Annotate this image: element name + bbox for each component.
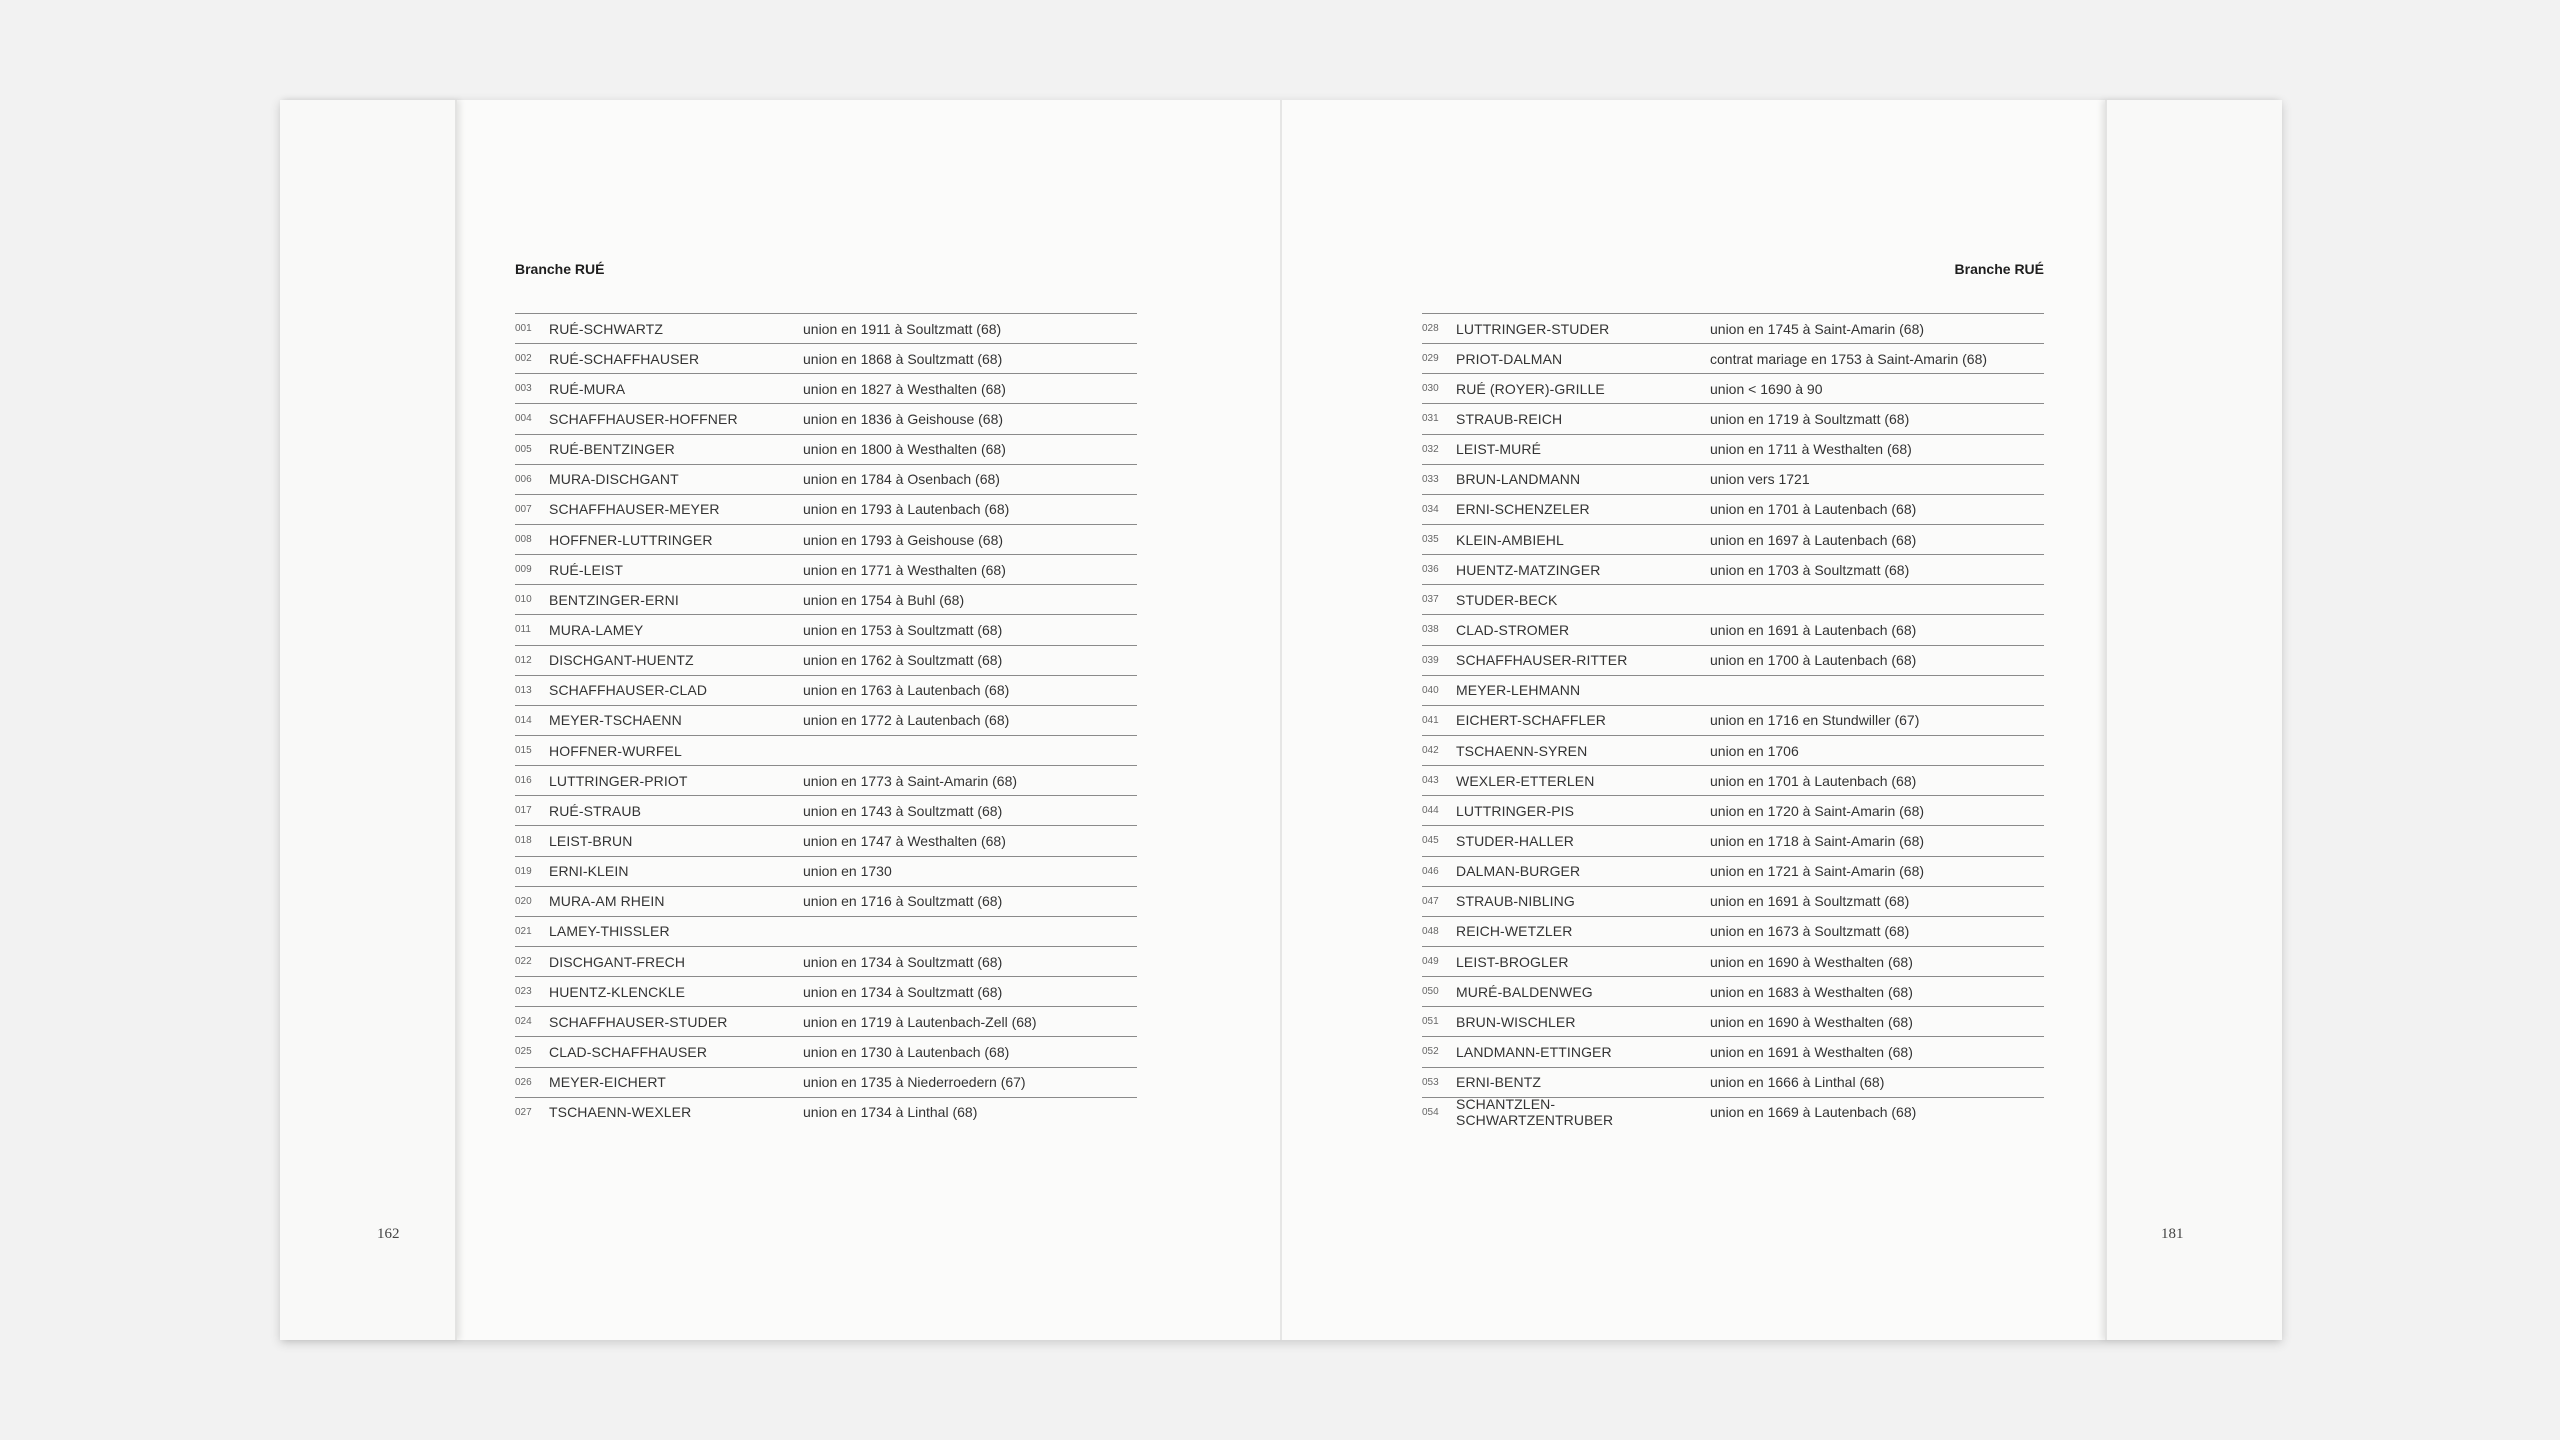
row-number: 001 — [515, 323, 532, 335]
table-row — [515, 554, 1137, 584]
table-row — [1422, 373, 2044, 403]
union-info: union en 1793 à Lautenbach (68) — [803, 501, 1010, 518]
row-number: 051 — [1422, 1016, 1439, 1028]
union-info: union en 1753 à Soultzmatt (68) — [803, 621, 1003, 638]
row-number: 013 — [515, 684, 532, 696]
row-number: 050 — [1422, 986, 1439, 998]
couple-name: LANDMANN-ETTINGER — [1456, 1043, 1612, 1060]
right-page-title: Branche RUÉ — [1954, 261, 2044, 277]
row-number: 044 — [1422, 805, 1439, 817]
row-number: 021 — [515, 925, 532, 937]
union-info: union en 1868 à Soultzmatt (68) — [803, 350, 1003, 367]
table-row — [1422, 735, 2044, 765]
couple-name: RUÉ-BENTZINGER — [549, 441, 675, 458]
row-number: 024 — [515, 1016, 532, 1028]
table-row — [515, 765, 1137, 795]
row-number: 016 — [515, 775, 532, 787]
row-number: 019 — [515, 865, 532, 877]
row-number: 053 — [1422, 1076, 1439, 1088]
couple-name: HOFFNER-LUTTRINGER — [549, 531, 713, 548]
row-number: 003 — [515, 383, 532, 395]
table-row — [1422, 584, 2044, 614]
union-info: union en 1666 à Linthal (68) — [1710, 1074, 1885, 1091]
row-number: 038 — [1422, 624, 1439, 636]
couple-name: RUÉ-SCHAFFHAUSER — [549, 350, 700, 367]
left-page-folio: 162 — [377, 1226, 400, 1242]
right-page-folio: 181 — [2161, 1226, 2184, 1242]
union-info: union en 1730 à Lautenbach (68) — [803, 1043, 1010, 1060]
union-info: union en 1911 à Soultzmatt (68) — [803, 320, 1002, 337]
couple-name: DISCHGANT-HUENTZ — [549, 652, 694, 669]
couple-name: RUÉ-MURA — [549, 380, 626, 397]
row-number: 026 — [515, 1076, 532, 1088]
table-row — [515, 524, 1137, 554]
row-number: 042 — [1422, 745, 1439, 757]
couple-name: STUDER-BECK — [1456, 591, 1558, 608]
row-number: 007 — [515, 503, 532, 515]
union-info: union en 1691 à Westhalten (68) — [1710, 1043, 1913, 1060]
table-row — [515, 825, 1137, 855]
union-info: union en 1762 à Soultzmatt (68) — [803, 652, 1003, 669]
couple-name: MEYER-EICHERT — [549, 1074, 666, 1091]
table-row — [1422, 1097, 2044, 1127]
union-info: union en 1691 à Lautenbach (68) — [1710, 621, 1917, 638]
union-info: union en 1735 à Niederroedern (67) — [803, 1074, 1026, 1091]
table-row — [1422, 464, 2044, 494]
union-info: union en 1690 à Westhalten (68) — [1710, 1013, 1913, 1030]
table-row — [515, 343, 1137, 373]
row-number: 031 — [1422, 413, 1439, 425]
table-row — [1422, 795, 2044, 825]
union-info: union en 1716 à Soultzmatt (68) — [803, 893, 1003, 910]
union-info: union en 1754 à Buhl (68) — [803, 591, 965, 608]
union-info: union en 1827 à Westhalten (68) — [803, 380, 1006, 397]
left-page-table — [515, 313, 1137, 1127]
couple-name: STRAUB-NIBLING — [1456, 893, 1575, 910]
table-row — [1422, 705, 2044, 735]
couple-name: STUDER-HALLER — [1456, 832, 1574, 849]
couple-name: LUTTRINGER-PIS — [1456, 802, 1575, 819]
union-info: union en 1697 à Lautenbach (68) — [1710, 531, 1917, 548]
union-info: union en 1734 à Linthal (68) — [803, 1104, 978, 1121]
couple-name: KLEIN-AMBIEHL — [1456, 531, 1564, 548]
row-number: 020 — [515, 895, 532, 907]
book-gutter — [1280, 100, 1282, 1340]
table-row — [515, 795, 1137, 825]
union-info: union en 1719 à Soultzmatt (68) — [1710, 410, 1910, 427]
couple-name: LUTTRINGER-STUDER — [1456, 320, 1610, 337]
table-row — [515, 735, 1137, 765]
row-number: 041 — [1422, 714, 1439, 726]
union-info: union en 1683 à Westhalten (68) — [1710, 983, 1913, 1000]
table-row — [515, 313, 1137, 343]
couple-name: WEXLER-ETTERLEN — [1456, 772, 1595, 789]
row-number: 034 — [1422, 503, 1439, 515]
table-row — [1422, 675, 2044, 705]
union-info: union en 1706 — [1710, 742, 1799, 759]
union-info: union en 1784 à Osenbach (68) — [803, 471, 1000, 488]
table-row — [515, 705, 1137, 735]
union-info: union en 1669 à Lautenbach (68) — [1710, 1104, 1917, 1121]
couple-name: RUÉ (ROYER)-GRILLE — [1456, 380, 1605, 397]
left-page-title: Branche RUÉ — [515, 261, 605, 277]
couple-name: HUENTZ-MATZINGER — [1456, 561, 1601, 578]
union-info: union en 1673 à Soultzmatt (68) — [1710, 923, 1910, 940]
table-row — [515, 1006, 1137, 1036]
row-number: 054 — [1422, 1106, 1439, 1118]
row-number: 035 — [1422, 534, 1439, 546]
couple-name: SCHAFFHAUSER-MEYER — [549, 501, 720, 518]
table-row — [1422, 343, 2044, 373]
row-number: 018 — [515, 835, 532, 847]
couple-name: MURA-AM RHEIN — [549, 893, 665, 910]
union-info: union en 1743 à Soultzmatt (68) — [803, 802, 1003, 819]
couple-name: TSCHAENN-WEXLER — [549, 1104, 692, 1121]
union-info: union en 1701 à Lautenbach (68) — [1710, 772, 1917, 789]
right-page-table — [1422, 313, 2044, 1127]
table-row — [515, 403, 1137, 433]
table-row — [515, 373, 1137, 403]
union-info: union < 1690 à 90 — [1710, 380, 1823, 397]
table-row — [515, 916, 1137, 946]
couple-name: SCHAFFHAUSER-STUDER — [549, 1013, 728, 1030]
couple-name: STRAUB-REICH — [1456, 410, 1563, 427]
row-number: 025 — [515, 1046, 532, 1058]
table-row — [515, 946, 1137, 976]
couple-name: CLAD-SCHAFFHAUSER — [549, 1043, 708, 1060]
row-number: 004 — [515, 413, 532, 425]
table-row — [515, 614, 1137, 644]
union-info: contrat mariage en 1753 à Saint-Amarin (68) — [1710, 350, 1988, 367]
row-number: 027 — [515, 1106, 532, 1118]
row-number: 040 — [1422, 684, 1439, 696]
couple-name: MEYER-TSCHAENN — [549, 712, 682, 729]
table-row — [515, 856, 1137, 886]
couple-name: RUÉ-STRAUB — [549, 802, 642, 819]
couple-name: HUENTZ-KLENCKLE — [549, 983, 686, 1000]
row-number: 036 — [1422, 564, 1439, 576]
couple-name: ERNI-KLEIN — [549, 863, 629, 880]
couple-name: SCHANTZLEN-SCHWARTZENTRUBER — [1456, 1096, 1614, 1129]
union-info: union en 1711 à Westhalten (68) — [1710, 441, 1912, 458]
row-number: 047 — [1422, 895, 1439, 907]
couple-name: EICHERT-SCHAFFLER — [1456, 712, 1607, 729]
table-row — [515, 645, 1137, 675]
couple-name: BRUN-LANDMANN — [1456, 471, 1581, 488]
union-info: union en 1773 à Saint-Amarin (68) — [803, 772, 1018, 789]
row-number: 033 — [1422, 473, 1439, 485]
couple-name: SCHAFFHAUSER-HOFFNER — [549, 410, 738, 427]
couple-name: MEYER-LEHMANN — [1456, 682, 1581, 699]
table-row — [1422, 1036, 2044, 1066]
couple-name: LAMEY-THISSLER — [549, 923, 670, 940]
couple-name: LEIST-MURÉ — [1456, 441, 1542, 458]
table-row — [515, 976, 1137, 1006]
union-info: union en 1691 à Soultzmatt (68) — [1710, 893, 1910, 910]
table-row — [1422, 856, 2044, 886]
couple-name: ERNI-BENTZ — [1456, 1074, 1541, 1091]
couple-name: RUÉ-LEIST — [549, 561, 624, 578]
row-number: 037 — [1422, 594, 1439, 606]
underlying-right-page — [2105, 100, 2282, 1340]
union-info: union en 1720 à Saint-Amarin (68) — [1710, 802, 1925, 819]
table-row — [1422, 886, 2044, 916]
table-row — [1422, 645, 2044, 675]
couple-name: SCHAFFHAUSER-RITTER — [1456, 652, 1628, 669]
table-row — [515, 464, 1137, 494]
table-row — [1422, 434, 2044, 464]
union-info: union en 1836 à Geishouse (68) — [803, 410, 1004, 427]
couple-name: REICH-WETZLER — [1456, 923, 1573, 940]
couple-name: BENTZINGER-ERNI — [549, 591, 679, 608]
table-row — [515, 494, 1137, 524]
row-number: 029 — [1422, 353, 1439, 365]
couple-name: DALMAN-BURGER — [1456, 863, 1581, 880]
couple-name: LEIST-BRUN — [549, 832, 633, 849]
union-info: union en 1730 — [803, 863, 892, 880]
table-row — [1422, 825, 2044, 855]
union-info: union en 1700 à Lautenbach (68) — [1710, 652, 1917, 669]
table-row — [515, 1067, 1137, 1097]
table-row — [515, 675, 1137, 705]
couple-name: MURA-DISCHGANT — [549, 471, 679, 488]
row-number: 049 — [1422, 956, 1439, 968]
union-info: union en 1771 à Westhalten (68) — [803, 561, 1006, 578]
table-row — [515, 1097, 1137, 1127]
union-info: union en 1716 en Stundwiller (67) — [1710, 712, 1920, 729]
couple-name: BRUN-WISCHLER — [1456, 1013, 1576, 1030]
table-row — [1422, 1067, 2044, 1097]
couple-name: TSCHAENN-SYREN — [1456, 742, 1588, 759]
row-number: 014 — [515, 714, 532, 726]
table-row — [515, 584, 1137, 614]
couple-name: RUÉ-SCHWARTZ — [549, 320, 663, 337]
union-info: union en 1793 à Geishouse (68) — [803, 531, 1004, 548]
table-row — [1422, 765, 2044, 795]
table-row — [515, 434, 1137, 464]
couple-name: SCHAFFHAUSER-CLAD — [549, 682, 708, 699]
row-number: 023 — [515, 986, 532, 998]
row-number: 012 — [515, 654, 532, 666]
union-info: union en 1690 à Westhalten (68) — [1710, 953, 1913, 970]
row-number: 010 — [515, 594, 532, 606]
couple-name: CLAD-STROMER — [1456, 621, 1570, 638]
union-info: union en 1721 à Saint-Amarin (68) — [1710, 863, 1925, 880]
table-row — [515, 886, 1137, 916]
row-number: 048 — [1422, 925, 1439, 937]
row-number: 043 — [1422, 775, 1439, 787]
union-info: union en 1701 à Lautenbach (68) — [1710, 501, 1917, 518]
table-row — [515, 1036, 1137, 1066]
table-row — [1422, 916, 2044, 946]
row-number: 008 — [515, 534, 532, 546]
union-info: union en 1772 à Lautenbach (68) — [803, 712, 1010, 729]
underlying-left-page — [280, 100, 457, 1340]
table-row — [1422, 614, 2044, 644]
table-row — [1422, 313, 2044, 343]
couple-name: DISCHGANT-FRECH — [549, 953, 686, 970]
row-number: 052 — [1422, 1046, 1439, 1058]
union-info: union vers 1721 — [1710, 471, 1810, 488]
table-row — [1422, 524, 2044, 554]
row-number: 002 — [515, 353, 532, 365]
table-row — [1422, 1006, 2044, 1036]
union-info: union en 1718 à Saint-Amarin (68) — [1710, 832, 1925, 849]
union-info: union en 1703 à Soultzmatt (68) — [1710, 561, 1910, 578]
row-number: 011 — [515, 624, 531, 636]
couple-name: PRIOT-DALMAN — [1456, 350, 1563, 367]
union-info: union en 1734 à Soultzmatt (68) — [803, 953, 1003, 970]
table-row — [1422, 494, 2044, 524]
row-number: 015 — [515, 745, 532, 757]
couple-name: HOFFNER-WURFEL — [549, 742, 682, 759]
row-number: 006 — [515, 473, 532, 485]
row-number: 028 — [1422, 323, 1439, 335]
union-info: union en 1763 à Lautenbach (68) — [803, 682, 1010, 699]
union-info: union en 1734 à Soultzmatt (68) — [803, 983, 1003, 1000]
union-info: union en 1747 à Westhalten (68) — [803, 832, 1006, 849]
couple-name: MURÉ-BALDENWEG — [1456, 983, 1593, 1000]
table-row — [1422, 976, 2044, 1006]
couple-name: MURA-LAMEY — [549, 621, 644, 638]
row-number: 005 — [515, 443, 532, 455]
union-info: union en 1719 à Lautenbach-Zell (68) — [803, 1013, 1037, 1030]
row-number: 039 — [1422, 654, 1439, 666]
table-row — [1422, 554, 2044, 584]
row-number: 046 — [1422, 865, 1439, 877]
union-info: union en 1800 à Westhalten (68) — [803, 441, 1006, 458]
couple-name: LUTTRINGER-PRIOT — [549, 772, 688, 789]
row-number: 009 — [515, 564, 532, 576]
row-number: 030 — [1422, 383, 1439, 395]
table-row — [1422, 403, 2044, 433]
row-number: 022 — [515, 956, 532, 968]
row-number: 045 — [1422, 835, 1439, 847]
table-row — [1422, 946, 2044, 976]
couple-name: ERNI-SCHENZELER — [1456, 501, 1590, 518]
row-number: 017 — [515, 805, 532, 817]
couple-name: LEIST-BROGLER — [1456, 953, 1569, 970]
union-info: union en 1745 à Saint-Amarin (68) — [1710, 320, 1925, 337]
row-number: 032 — [1422, 443, 1439, 455]
